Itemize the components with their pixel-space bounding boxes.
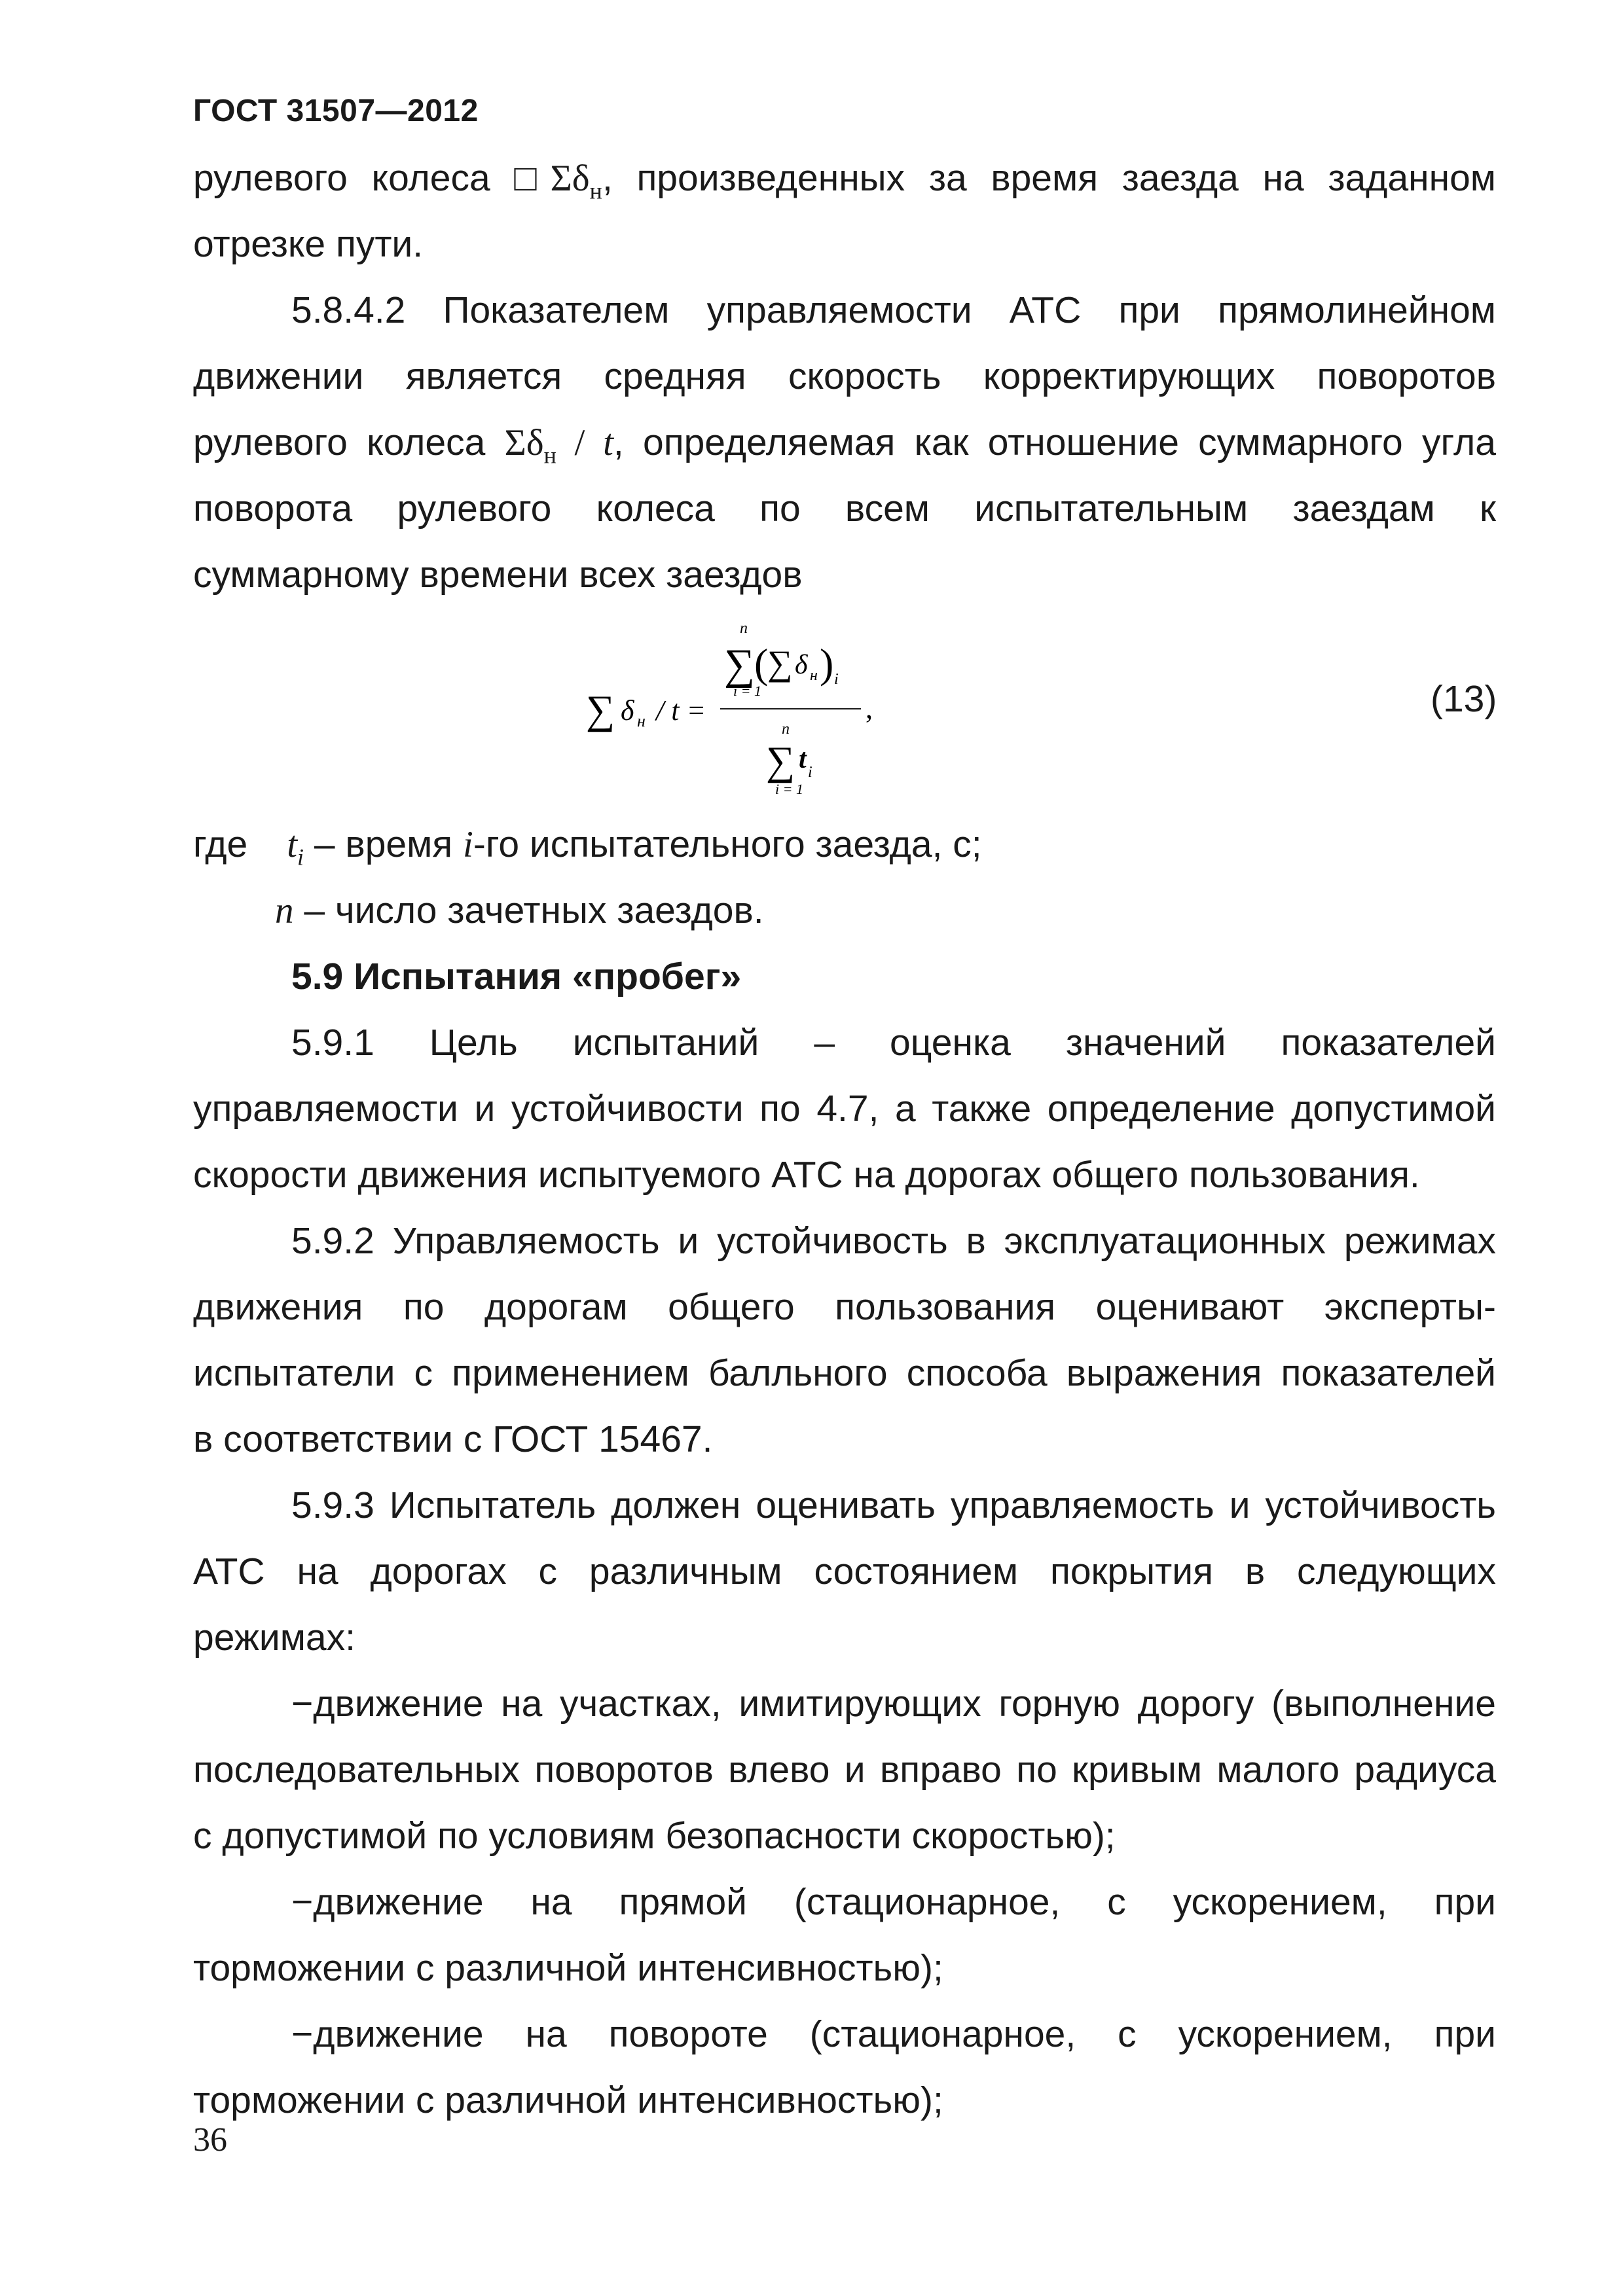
paren-right: )	[820, 640, 834, 687]
para592-line3: испытатели с применением балльного способа выражения показателей	[193, 1352, 1496, 1394]
var-t: $t_i$	[287, 824, 304, 870]
bullet2-line1: −движение на прямой (стационарное, с ускорением, при	[291, 1881, 1496, 1923]
num-sigma: ∑	[724, 641, 756, 689]
equation-number: (13)	[1431, 678, 1497, 720]
lhs-sub: н	[637, 711, 646, 730]
bullet1-line3: с допустимой по условиям безопасности скоростью);	[193, 1815, 1116, 1857]
num-inner-sigma: ∑	[767, 643, 793, 683]
den-index: i	[808, 764, 812, 781]
num-upper-limit: n	[740, 620, 748, 637]
document-header: ГОСТ 31507—2012	[193, 94, 479, 128]
bullet2-line2: торможении с различной интенсивностью);	[193, 1947, 943, 1989]
text-span: рулевого колеса	[193, 422, 505, 463]
den-lower-limit: i = 1	[775, 781, 803, 797]
para2-line1: 5.8.4.2 Показателем управляемости АТС при прямолинейном	[291, 289, 1496, 331]
formula-13	[583, 612, 897, 802]
symbol-sum-delta: $□\Sigma\delta_н$	[514, 158, 602, 204]
var-i: i	[463, 824, 473, 865]
bullet1-line2: последовательных поворотов влево и вправо по кривым малого радиуса	[193, 1749, 1496, 1791]
para593-line2: АТС на дорогах с различным состоянием покрытия в следующих	[193, 1551, 1496, 1592]
lhs-delta: δ	[621, 694, 634, 726]
para2-line2: движении является средняя скорость корректирующих поворотов	[193, 355, 1496, 397]
symbol-sum-delta: $\Sigma\delta_н$ / t	[504, 422, 613, 469]
den-t: t	[799, 744, 807, 774]
where-word: где	[193, 823, 248, 865]
where-t-line: где $t_i$ – время i-го испытательного заезда, с;	[193, 823, 982, 870]
var-n: n	[275, 890, 294, 931]
page-number: 36	[193, 2121, 227, 2159]
para2-line5: суммарному времени всех заездов	[193, 554, 803, 596]
bullet1-line1: −движение на участках, имитирующих горную дорогу (выполнение	[291, 1683, 1496, 1725]
para591-line3: скорости движения испытуемого АТС на дорогах общего пользования.	[193, 1154, 1420, 1196]
text-span: , определяемая как отношение суммарного угла	[613, 422, 1496, 463]
lhs-rest: / t =	[656, 694, 706, 726]
formula-comma: ,	[866, 692, 873, 725]
lhs-sigma: ∑	[586, 688, 615, 732]
para593-line1: 5.9.3 Испытатель должен оценивать управляемость и устойчивость	[291, 1484, 1496, 1526]
text-span: рулевого колеса	[193, 157, 515, 199]
den-sigma: ∑	[766, 739, 795, 783]
paren-left: (	[754, 640, 769, 687]
bullet3-line1: −движение на повороте (стационарное, с ускорением, при	[291, 2013, 1496, 2055]
para592-line4: в соответствии с ГОСТ 15467.	[193, 1418, 713, 1460]
para591-line2: управляемости и устойчивости по 4.7, а также определение допустимой	[193, 1088, 1496, 1130]
num-delta: δ	[795, 650, 808, 680]
num-lower-limit: i = 1	[733, 683, 761, 699]
para593-line3: режимах:	[193, 1617, 356, 1659]
para2-line4: поворота рулевого колеса по всем испытательным заездам к	[193, 488, 1496, 529]
para1-line2: отрезке пути.	[193, 223, 424, 265]
num-index: i	[834, 671, 839, 688]
para592-line1: 5.9.2 Управляемость и устойчивость в эксплуатационных режимах	[291, 1220, 1496, 1262]
section-heading: 5.9 Испытания «пробег»	[291, 956, 742, 997]
para592-line2: движения по дорогам общего пользования оценивают эксперты-	[193, 1286, 1496, 1328]
den-upper-limit: n	[782, 721, 790, 738]
para591-line1: 5.9.1 Цель испытаний – оценка значений показателей	[291, 1022, 1496, 1064]
where-n-line: n – число зачетных заездов.	[275, 889, 764, 931]
num-sub: н	[810, 667, 818, 684]
bullet3-line2: торможении с различной интенсивностью);	[193, 2079, 943, 2121]
text-span: , произведенных за время заезда на заданном	[602, 157, 1496, 199]
